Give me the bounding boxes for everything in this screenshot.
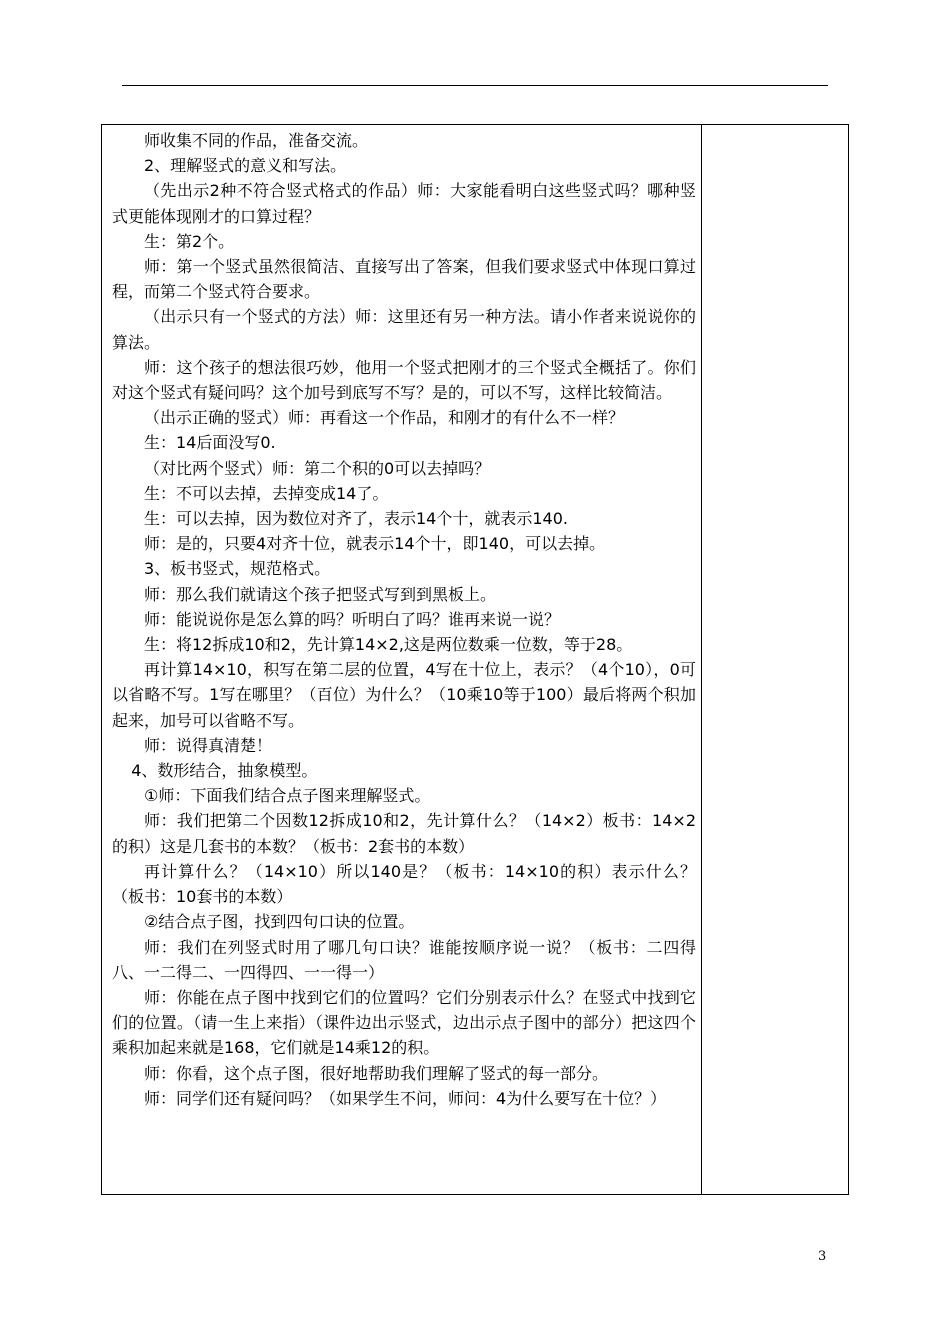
paragraph: 师：你能在点子图中找到它们的位置吗？它们分别表示什么？在竖式中找到它们的位置。（请一生上来指）（课件边出示竖式，边出示点子图中的部分）把这四个乘积加起来就是168，它们就是14乘12的积。 <box>112 987 696 1058</box>
paragraph: 师：能说说你是怎么算的吗？听明白了吗？谁再来说一说？ <box>144 609 561 629</box>
paragraph: 师：你看，这个点子图，很好地帮助我们理解了竖式的每一部分。 <box>144 1063 609 1083</box>
lesson-content <box>112 128 696 1111</box>
paragraph: 再计算14×10，积写在第二层的位置，4写在十位上，表示？（4个10），0可以省略不写。1写在哪里？（百位）为什么？（10乘10等于100）最后将两个积加起来，加号可以省略不写。 <box>112 660 696 730</box>
paragraph: （出示正确的竖式）师：再看这一个作品，和刚才的有什么不一样？ <box>144 408 625 428</box>
paragraph: ②结合点子图，找到四句口诀的位置。 <box>144 912 415 932</box>
paragraph: 生：14后面没写0. <box>144 433 276 453</box>
section-heading: 4、数形结合，抽象模型。 <box>131 761 318 781</box>
paragraph: 师收集不同的作品，准备交流。 <box>144 131 369 150</box>
paragraph: 师：我们在列竖式时用了哪几句口诀？谁能按顺序说一说？（板书：二四得八、一二得二、一四得四、一一得一） <box>112 937 696 982</box>
header-rule <box>122 85 828 86</box>
paragraph: 生：第2个。 <box>144 231 235 251</box>
paragraph: 师：同学们还有疑问吗？（如果学生不问，师问：4为什么要写在十位？） <box>144 1088 667 1108</box>
section-heading: 2、理解竖式的意义和写法。 <box>144 156 347 176</box>
paragraph: 生：将12拆成10和2，先计算14×2,这是两位数乘一位数，等于28。 <box>144 635 633 655</box>
paragraph: 生：不可以去掉，去掉变成14了。 <box>144 483 389 503</box>
lesson-table <box>101 124 849 1195</box>
paragraph: 师：那么我们就请这个孩子把竖式写到到黑板上。 <box>144 584 497 604</box>
paragraph: （对比两个竖式）师：第二个积的0可以去掉吗？ <box>144 458 491 478</box>
paragraph: （先出示2种不符合竖式格式的作品）师：大家能看明白这些竖式吗？哪种竖式更能体现刚才的口算过程？ <box>112 181 696 226</box>
notes-column <box>702 125 848 1194</box>
paragraph: ①师：下面我们结合点子图来理解竖式。 <box>144 786 431 806</box>
paragraph: 师：这个孩子的想法很巧妙，他用一个竖式把刚才的三个竖式全概括了。你们对这个竖式有疑问吗？这个加号到底写不写？是的，可以不写，这样比较简洁。 <box>112 357 696 403</box>
paragraph: 师：说得真清楚！ <box>144 735 273 755</box>
paragraph: 生：可以去掉，因为数位对齐了，表示14个十，就表示140. <box>144 509 568 529</box>
section-heading: 3、板书竖式，规范格式。 <box>144 559 331 579</box>
paragraph: 再计算什么？（14×10）所以140是？（板书：14×10的积）表示什么？（板书：10套书的本数） <box>112 861 696 907</box>
paragraph: 师：第一个竖式虽然很简洁、直接写出了答案，但我们要求竖式中体现口算过程，而第二个竖式符合要求。 <box>112 257 696 302</box>
page-number: 3 <box>818 1249 827 1264</box>
paragraph: 师：是的，只要4对齐十位，就表示14个十，即140，可以去掉。 <box>144 534 606 554</box>
paragraph: 师：我们把第二个因数12拆成10和2，先计算什么？（14×2）板书：14×2的积）这是几套书的本数？（板书：2套书的本数） <box>112 811 696 856</box>
paragraph: （出示只有一个竖式的方法）师：这里还有另一种方法。请小作者来说说你的算法。 <box>112 307 696 352</box>
